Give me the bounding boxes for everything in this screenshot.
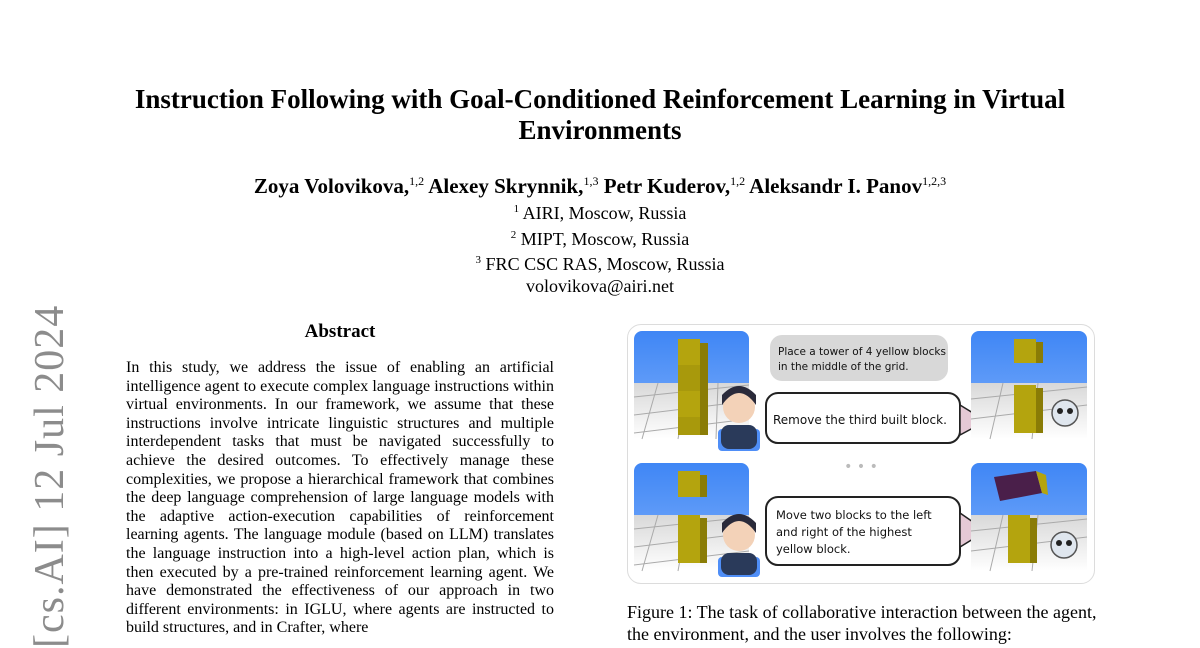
goal-text-line: in the middle of the grid.: [778, 361, 909, 373]
instruction-text: Remove the third built block.: [773, 413, 947, 427]
affiliations: [0, 199, 1200, 297]
author-name: Alexey Skrynnik,: [428, 174, 584, 198]
arxiv-stamp: [cs.AI] 12 Jul 2024: [27, 304, 73, 648]
instruction-bubble-2: [766, 497, 986, 565]
author-affil: 1,2,3: [922, 174, 947, 188]
author-name: Aleksandr I. Panov: [749, 174, 923, 198]
abstract-text: In this study, we address the issue of enabling an artificial intelligence agent to execute complex language instructions within virtual environments. In our framework, we assume that these instructions involve intricate linguistic structures and multiple interdependent tasks that must be navigated successfully to achieve the desired outcomes. To effectively manage these complexities, we propose a hierarchical framework that combines the deep language comprehension of large language models with the adaptive action-execution capabilities of reinforcement learning agents. The language module (based on LLM) translates the language instruction into a high-level action plan, which is then executed by a pre-trained reinforcement learning agent. We have demonstrated the effectiveness of our approach in two different environments: in IGLU, where agents are instructed to build structures, and in Crafter, where: [126, 359, 554, 637]
figure-illustration: [628, 325, 1094, 583]
author-affil: 1,2: [409, 174, 425, 188]
robot-icon: [1051, 532, 1077, 558]
paper-title: Instruction Following with Goal-Conditioned Reinforcement Learning in Virtual Environments: [134, 84, 1066, 145]
instruction-bubble-1: [766, 393, 986, 443]
author-email: volovikova@airi.net: [525, 275, 675, 296]
instruction-text: Move two blocks to the left: [776, 508, 932, 522]
ellipsis: • • •: [844, 459, 878, 475]
author-name: Zoya Volovikova,: [253, 174, 410, 198]
figure-1: [627, 324, 1095, 584]
instruction-text: and right of the highest: [776, 525, 912, 539]
yellow-block-tower: [678, 339, 708, 435]
scene-top-left: [634, 331, 749, 439]
abstract-heading: Abstract: [304, 321, 376, 342]
instruction-text: yellow block.: [776, 542, 851, 556]
figure-caption: Figure 1: The task of collaborative interaction between the agent, the environment, and the user involves the following:: [627, 602, 1097, 644]
affiliation-line: $^3$ FRC CSC RAS, Moscow, Russia: [475, 254, 725, 274]
author-affil: 1,3: [583, 174, 599, 188]
scene-top-right: [971, 331, 1087, 439]
author-affil: 1,2: [730, 174, 746, 188]
author-list: [0, 168, 1200, 199]
goal-bubble: [770, 335, 948, 381]
affiliation-line: $^1$ AIRI, Moscow, Russia: [513, 203, 687, 223]
affiliation-line: $^2$ MIPT, Moscow, Russia: [510, 228, 690, 249]
author-name: Petr Kuderov,: [603, 174, 731, 198]
robot-icon: [1052, 400, 1078, 426]
goal-text-line: Place a tower of 4 yellow blocks: [778, 346, 946, 358]
scene-bottom-right: [971, 463, 1087, 571]
